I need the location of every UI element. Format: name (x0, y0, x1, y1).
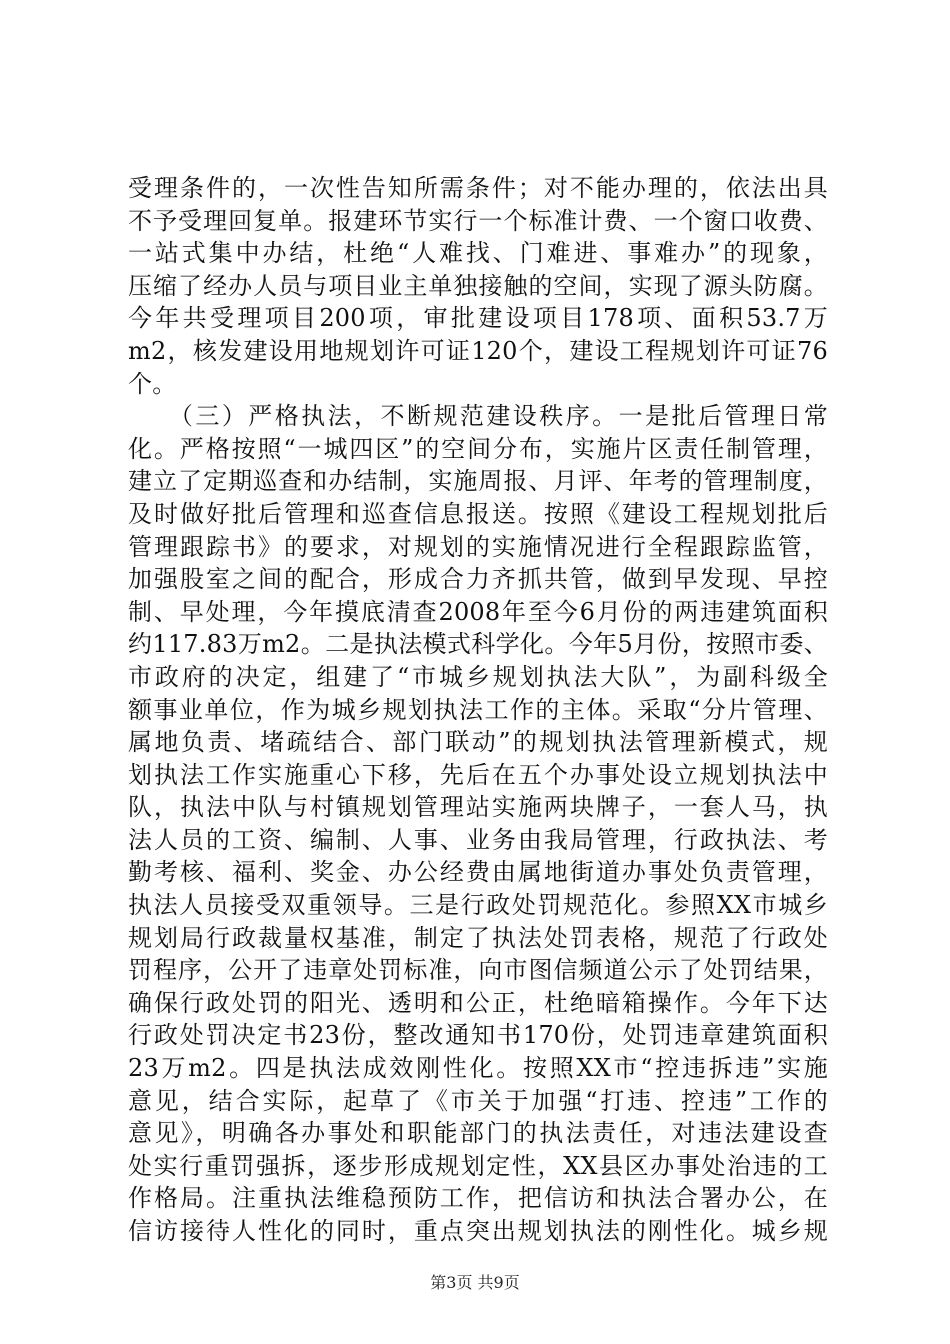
text-line: 市政府的决定，组建了“市城乡规划执法大队”，为副科级全 (128, 662, 828, 691)
text-line: 处实行重罚强拆，逐步形成规划定性，XX县区办事处治违的工 (128, 1151, 828, 1180)
text-line: 规划局行政裁量权基准，制定了执法处罚表格，规范了行政处 (128, 923, 828, 952)
text-line: 建立了定期巡查和办结制，实施周报、月评、年考的管理制度， (128, 467, 828, 496)
text-line: 确保行政处罚的阳光、透明和公正，杜绝暗箱操作。今年下达 (128, 988, 828, 1017)
text-line: 法人员的工资、编制、人事、业务由我局管理，行政执法、考 (128, 825, 828, 854)
text-line: 意见》，明确各办事处和职能部门的执法责任，对违法建设查 (128, 1119, 828, 1148)
text-line: 作格局。注重执法维稳预防工作，把信访和执法合署办公，在 (128, 1184, 828, 1213)
text-line: 执法人员接受双重领导。三是行政处罚规范化。参照XX市城乡 (128, 891, 828, 920)
text-line: 队，执法中队与村镇规划管理站实施两块牌子，一套人马，执 (128, 793, 828, 822)
text-line: 压缩了经办人员与项目业主单独接触的空间，实现了源头防腐。 (128, 271, 828, 300)
text-line: 个。 (128, 369, 177, 398)
text-line: 化。严格按照“一城四区”的空间分布，实施片区责任制管理， (128, 434, 828, 463)
text-line: 今年共受理项目200项，审批建设项目178项、面积53.7万 (128, 304, 828, 333)
text-line: 管理跟踪书》的要求，对规划的实施情况进行全程跟踪监管， (128, 532, 828, 561)
text-line: 属地负责、堵疏结合、部门联动”的规划执法管理新模式，规 (128, 728, 828, 757)
text-line: 受理条件的，一次性告知所需条件；对不能办理的，依法出具 (128, 174, 828, 202)
text-line: m2，核发建设用地规划许可证120个，建设工程规划许可证76 (128, 336, 828, 365)
text-line: 制、早处理，今年摸底清查2008年至今6月份的两违建筑面积 (128, 597, 828, 626)
text-line: （三）严格执法，不断规范建设秩序。一是批后管理日常 (128, 402, 828, 431)
text-line: 信访接待人性化的同时，重点突出规划执法的刚性化。城乡规 (128, 1217, 828, 1245)
text-line: 及时做好批后管理和巡查信息报送。按照《建设工程规划批后 (128, 499, 828, 528)
text-line: 加强股室之间的配合，形成合力齐抓共管，做到早发现、早控 (128, 565, 828, 594)
text-line: 不予受理回复单。报建环节实行一个标准计费、一个窗口收费、 (128, 206, 828, 235)
body-text (128, 172, 828, 1248)
text-line: 行政处罚决定书23份，整改通知书170份，处罚违章建筑面积 (128, 1021, 828, 1050)
text-line: 意见，结合实际，起草了《市关于加强“打违、控违”工作的 (128, 1086, 828, 1115)
text-line: 一站式集中办结，杜绝“人难找、门难进、事难办”的现象， (128, 239, 828, 268)
text-line: 罚程序，公开了违章处罚标准，向市图信频道公示了处罚结果， (128, 956, 828, 985)
text-line: 划执法工作实施重心下移，先后在五个办事处设立规划执法中 (128, 760, 828, 789)
text-line: 约117.83万m2。二是执法模式科学化。今年5月份，按照市委、 (128, 630, 828, 659)
text-line: 勤考核、福利、奖金、办公经费由属地街道办事处负责管理， (128, 858, 828, 887)
text-line: 23万m2。四是执法成效刚性化。按照XX市“控违拆违”实施 (128, 1054, 828, 1083)
text-line: 额事业单位，作为城乡规划执法工作的主体。采取“分片管理、 (128, 695, 828, 724)
page-footer: 第3页 共9页 (430, 1273, 520, 1292)
